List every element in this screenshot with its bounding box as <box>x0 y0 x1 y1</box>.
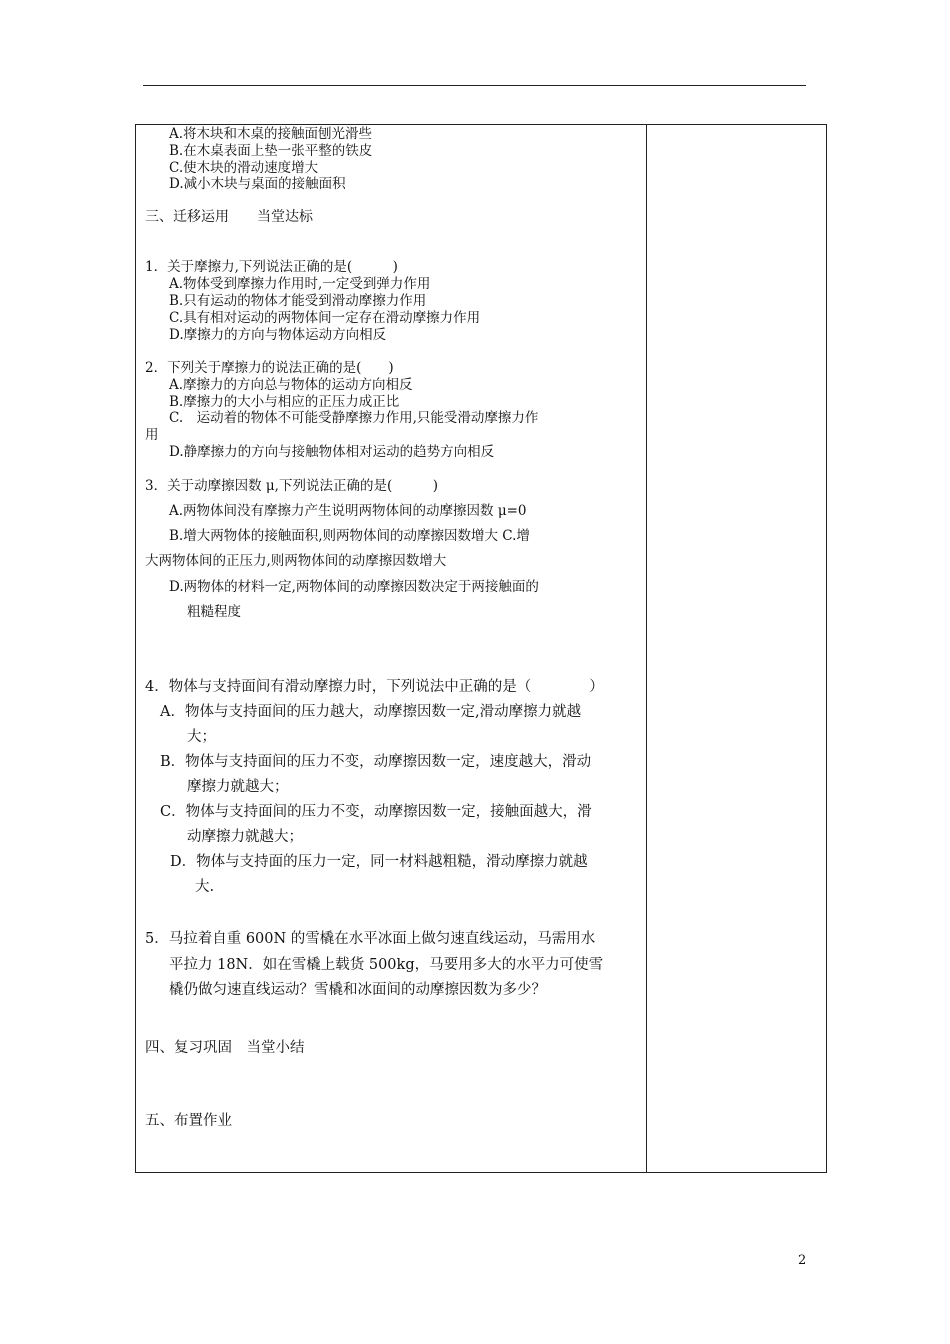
q1-option-d: D.摩擦力的方向与物体运动方向相反 <box>169 327 387 343</box>
section-title-homework: 五、布置作业 <box>145 1113 232 1129</box>
q2-option-b: B.摩擦力的大小与相应的正压力成正比 <box>169 394 400 410</box>
header-rule <box>143 85 806 86</box>
section-title-review: 四、复习巩固 当堂小结 <box>145 1040 305 1056</box>
q4-line-7: D．物体与支持面的压力一定，同一材料越粗糙，滑动摩擦力就越 <box>170 854 588 870</box>
q4-line-3: B．物体与支持面间的压力不变，动摩擦因数一定，速度越大，滑动 <box>160 754 592 770</box>
q4-stem: 4．物体与支持面间有滑动摩擦力时，下列说法中正确的是（ ） <box>145 679 604 695</box>
q1-option-b: B.只有运动的物体才能受到滑动摩擦力作用 <box>169 293 427 309</box>
q3-stem: 3．关于动摩擦因数 μ,下列说法正确的是( ) <box>145 478 438 494</box>
q4-line-4: 摩擦力就越大； <box>187 779 289 795</box>
q4-line-5: C．物体与支持面间的压力不变，动摩擦因数一定，接触面越大，滑 <box>160 804 592 820</box>
option-b: B.在木桌表面上垫一张平整的铁皮 <box>169 143 373 159</box>
section-title: 三、迁移运用 当堂达标 <box>145 209 313 225</box>
q4-line-6: 动摩擦力就越大； <box>187 829 303 845</box>
q2-option-d: D.静摩擦力的方向与接触物体相对运动的趋势方向相反 <box>169 444 495 460</box>
q3-line-3: 大两物体间的正压力,则两物体间的动摩擦因数增大 <box>145 553 447 569</box>
q3-line-2: B.增大两物体的接触面积,则两物体间的动摩擦因数增大 C.增 <box>169 528 530 544</box>
q2-option-a: A.摩擦力的方向总与物体的运动方向相反 <box>169 377 413 393</box>
option-c: C.使木块的滑动速度增大 <box>169 160 319 176</box>
q2-stem: 2．下列关于摩擦力的说法正确的是( ) <box>145 360 394 376</box>
q2-option-c: C. 运动着的物体不可能受静摩擦力作用,只能受滑动摩擦力作 <box>169 410 539 426</box>
q1-stem: 1．关于摩擦力,下列说法正确的是( ) <box>145 259 398 275</box>
q3-line-1: A.两物体间没有摩擦力产生说明两物体间的动摩擦因数 μ=0 <box>169 503 527 519</box>
q2-option-c-cont: 用 <box>145 427 159 443</box>
q5-line-3: 橇仍做匀速直线运动？雪橇和冰面间的动摩擦因数为多少？ <box>169 982 546 998</box>
option-a: A.将木块和木桌的接触面刨光滑些 <box>169 126 373 142</box>
q3-line-5: 粗糙程度 <box>187 604 241 620</box>
q5-line-2: 平拉力 18N．如在雪橇上载货 500kg，马要用多大的水平力可使雪 <box>169 957 604 973</box>
q4-line-8: 大. <box>195 879 215 895</box>
q5-line-1: 5．马拉着自重 600N 的雪橇在水平冰面上做匀速直线运动，马需用水 <box>145 931 596 947</box>
q1-option-c: C.具有相对运动的两物体间一定存在滑动摩擦力作用 <box>169 310 481 326</box>
q3-line-4: D.两物体的材料一定,两物体间的动摩擦因数决定于两接触面的 <box>169 579 539 595</box>
page-number: 2 <box>798 1253 807 1268</box>
option-d: D.减小木块与桌面的接触面积 <box>169 176 346 192</box>
column-divider <box>646 124 647 1173</box>
q4-line-2: 大； <box>187 729 216 745</box>
q4-line-1: A．物体与支持面间的压力越大，动摩擦因数一定,滑动摩擦力就越 <box>160 704 582 720</box>
q1-option-a: A.物体受到摩擦力作用时,一定受到弹力作用 <box>169 276 431 292</box>
